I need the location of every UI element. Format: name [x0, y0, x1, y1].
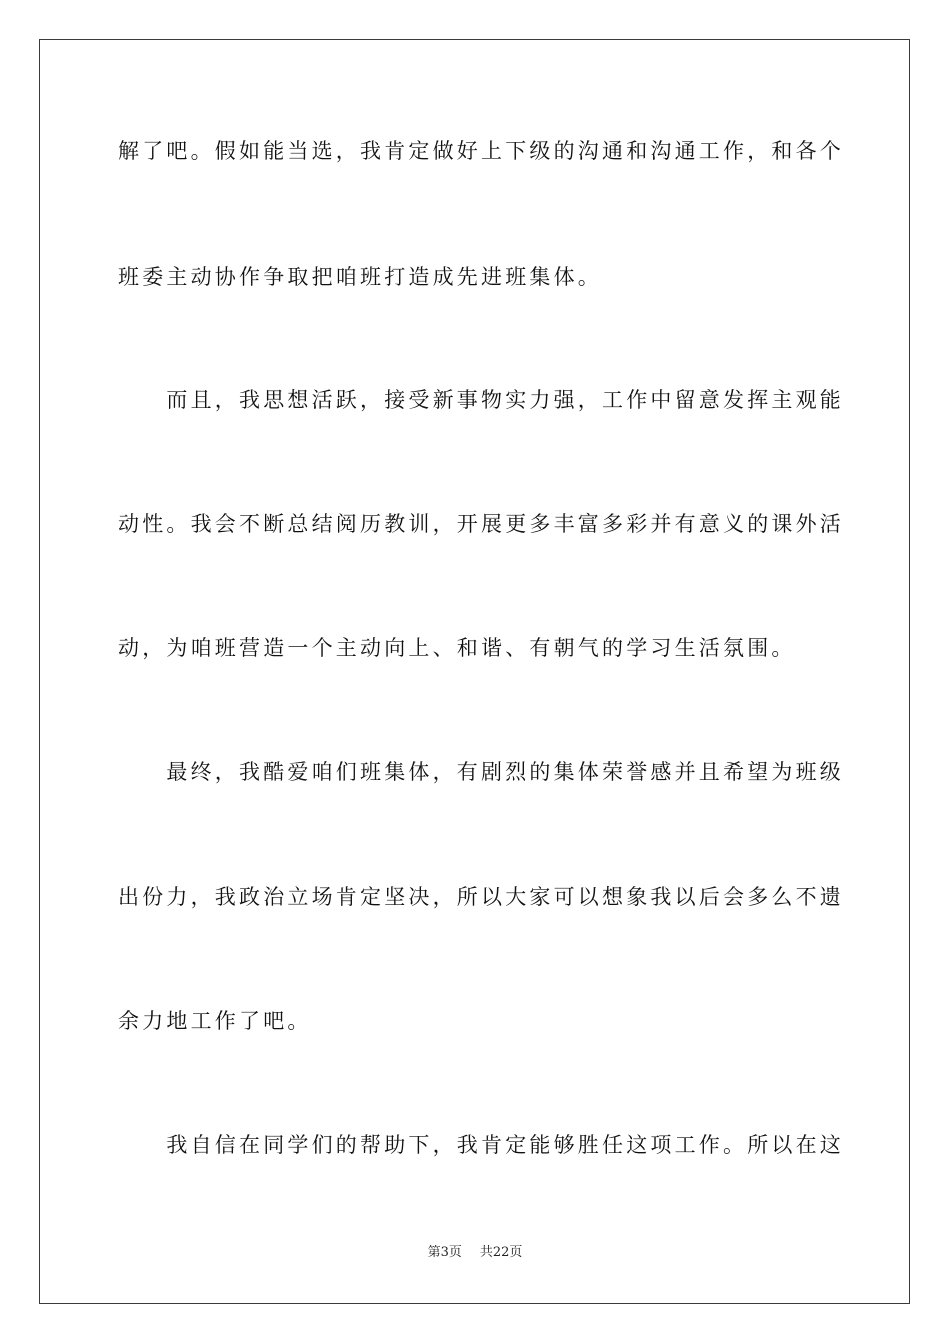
paragraph-line: 解了吧。假如能当选，我肯定做好上下级的沟通和沟通工作，和各个	[118, 139, 844, 163]
paragraph-line: 而且，我思想活跃，接受新事物实力强，工作中留意发挥主观能	[118, 388, 844, 412]
page-border	[39, 39, 910, 1304]
paragraph-line: 动性。我会不断总结阅历教训，开展更多丰富多彩并有意义的课外活	[118, 512, 844, 536]
page-total: 共22页	[479, 1245, 523, 1260]
page-footer	[0, 1244, 950, 1262]
paragraph-line: 余力地工作了吧。	[118, 1009, 312, 1033]
paragraph-line: 动，为咱班营造一个主动向上、和谐、有朝气的学习生活氛围。	[118, 636, 796, 660]
page-number: 第3页	[427, 1245, 462, 1260]
paragraph-line: 出份力，我政治立场肯定坚决，所以大家可以想象我以后会多么不遗	[118, 885, 844, 909]
paragraph-line: 班委主动协作争取把咱班打造成先进班集体。	[118, 265, 602, 289]
paragraph-line: 我自信在同学们的帮助下，我肯定能够胜任这项工作。所以在这	[118, 1133, 844, 1157]
paragraph-line: 最终，我酷爱咱们班集体，有剧烈的集体荣誉感并且希望为班级	[118, 760, 844, 784]
